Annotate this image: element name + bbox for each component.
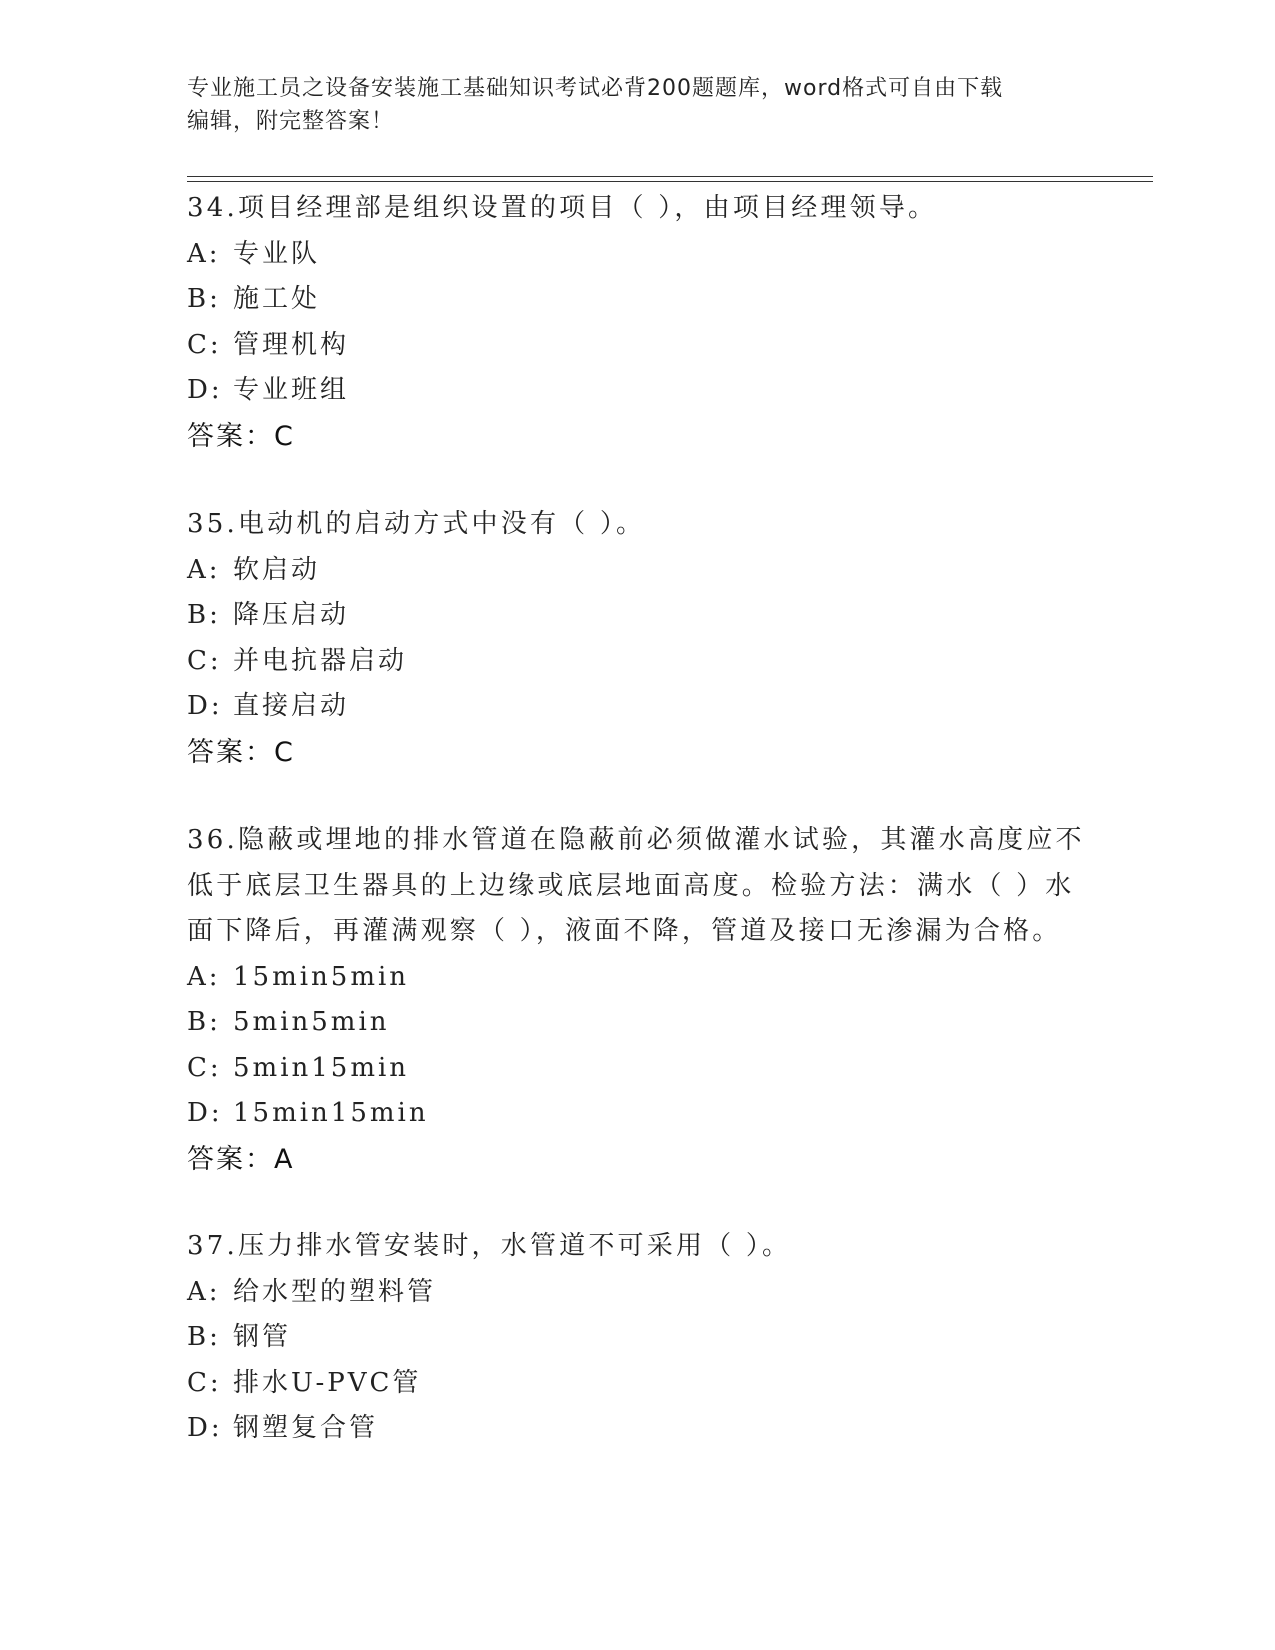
option-d xyxy=(187,1091,1087,1137)
option-text: 给水型的塑料管 xyxy=(233,1276,437,1307)
option-a xyxy=(187,1270,1087,1316)
stem-line: 36.隐蔽或埋地的排水管道在隐蔽前必须做灌水试验，其灌水高度应不 xyxy=(187,825,1085,855)
option-text: 专业班组 xyxy=(233,375,350,405)
option-d xyxy=(187,684,1087,730)
option-text: 排水U-PVC管 xyxy=(233,1367,422,1398)
answer: 答案：C xyxy=(187,736,295,768)
option-key: B: xyxy=(187,284,221,314)
option-key: D: xyxy=(187,691,223,721)
stem-line: 34.项目经理部是组织设置的项目（ ），由项目经理领导。 xyxy=(187,193,938,223)
option-b xyxy=(187,593,1087,639)
option-text: 钢塑复合管 xyxy=(233,1413,379,1443)
option-key: A: xyxy=(187,554,221,585)
question-34 xyxy=(187,186,1087,459)
option-c xyxy=(187,1046,1087,1092)
question-stem xyxy=(187,502,1087,548)
option-text: 管理机构 xyxy=(233,329,350,360)
option-c xyxy=(187,323,1087,369)
option-text: 直接启动 xyxy=(233,691,350,721)
option-c xyxy=(187,1361,1087,1407)
question-35 xyxy=(187,502,1087,775)
option-text: 5min15min xyxy=(233,1052,410,1083)
option-c xyxy=(187,639,1087,685)
option-key: B: xyxy=(187,1322,221,1352)
option-key: C: xyxy=(187,1052,222,1083)
option-key: D: xyxy=(187,1413,223,1443)
option-d xyxy=(187,1406,1087,1452)
option-a xyxy=(187,548,1087,594)
option-key: C: xyxy=(187,645,222,676)
option-a xyxy=(187,232,1087,278)
option-text: 软启动 xyxy=(233,554,321,585)
option-key: A: xyxy=(187,961,221,992)
stem-line: 面下降后，再灌满观察（ ），液面不降，管道及接口无渗漏为合格。 xyxy=(187,916,1062,946)
header-line-2: 编辑，附完整答案！ xyxy=(187,109,395,134)
option-a xyxy=(187,955,1087,1001)
question-36 xyxy=(187,818,1087,1182)
question-stem xyxy=(187,1224,1087,1270)
option-key: A: xyxy=(187,1276,221,1307)
option-b xyxy=(187,277,1087,323)
option-key: D: xyxy=(187,1098,223,1128)
answer: 答案：C xyxy=(187,420,295,452)
option-b xyxy=(187,1315,1087,1361)
stem-line: 37.压力排水管安装时，水管道不可采用（ ）。 xyxy=(187,1231,792,1261)
option-text: 15min5min xyxy=(233,961,410,992)
header-line-1: 专业施工员之设备安装施工基础知识考试必背200题题库，word格式可自由下载 xyxy=(187,76,1004,101)
option-key: B: xyxy=(187,600,221,630)
stem-line: 35.电动机的启动方式中没有（ ）。 xyxy=(187,509,646,539)
option-text: 专业队 xyxy=(233,238,321,269)
option-text: 钢管 xyxy=(233,1322,292,1352)
option-key: C: xyxy=(187,329,222,360)
option-d xyxy=(187,368,1087,414)
option-key: A: xyxy=(187,238,221,269)
stem-line: 低于底层卫生器具的上边缘或底层地面高度。检验方法：满水（ ）水 xyxy=(187,870,1075,901)
option-key: B: xyxy=(187,1007,221,1037)
question-stem xyxy=(187,186,1087,232)
header-divider-bottom xyxy=(187,181,1153,182)
answer: 答案：A xyxy=(187,1143,295,1175)
option-text: 降压启动 xyxy=(233,600,350,630)
question-stem xyxy=(187,818,1087,955)
option-b xyxy=(187,1000,1087,1046)
question-37 xyxy=(187,1224,1087,1452)
option-text: 并电抗器启动 xyxy=(233,645,408,676)
option-text: 5min5min xyxy=(233,1007,390,1037)
option-text: 15min15min xyxy=(233,1098,429,1128)
header-divider-top xyxy=(187,176,1153,177)
option-key: C: xyxy=(187,1367,222,1398)
document-header xyxy=(187,72,1067,138)
option-key: D: xyxy=(187,375,223,405)
option-text: 施工处 xyxy=(233,284,321,314)
